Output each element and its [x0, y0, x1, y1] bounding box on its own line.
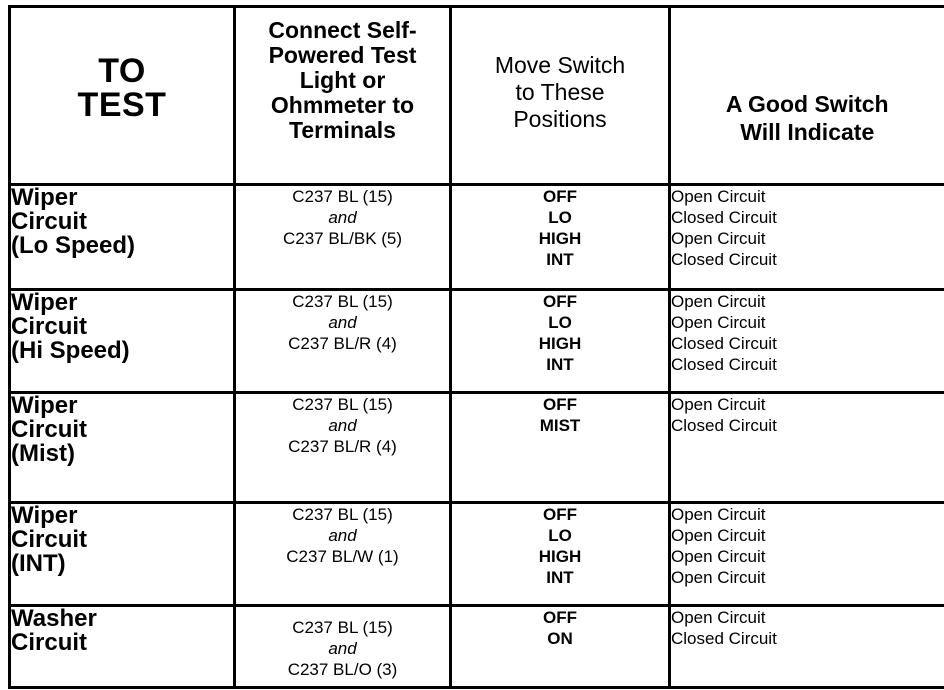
- results-cell: [670, 606, 944, 688]
- terminals-cell: [235, 503, 451, 606]
- result-label: Open Circuit: [671, 229, 766, 248]
- position-label: LO: [548, 208, 572, 227]
- terminal-label: C237 BL (15): [292, 292, 393, 311]
- header-to-test-line: TEST: [77, 86, 167, 124]
- position-label: HIGH: [538, 547, 582, 566]
- test-name-line: Wiper: [11, 289, 78, 316]
- test-name-cell: [10, 503, 235, 606]
- terminal-label: C237 BL (15): [292, 505, 393, 524]
- and-label: and: [328, 313, 357, 332]
- result-label: Open Circuit: [671, 608, 766, 627]
- test-name-line: Circuit: [11, 629, 88, 656]
- results-cell: [670, 290, 944, 393]
- result-label: Open Circuit: [671, 568, 766, 587]
- position-label: OFF: [543, 187, 577, 206]
- terminal-label: C237 BL/BK (5): [282, 229, 403, 248]
- terminal-label: C237 BL/W (1): [286, 547, 399, 566]
- position-label: INT: [546, 250, 574, 269]
- result-label: Open Circuit: [671, 526, 766, 545]
- result-label: Open Circuit: [671, 292, 766, 311]
- table-row: [10, 503, 944, 606]
- position-label: LO: [548, 313, 572, 332]
- test-name-line: (Lo Speed): [11, 232, 135, 259]
- test-name-line: (Mist): [11, 440, 75, 467]
- header-good-line: A Good Switch: [725, 91, 889, 117]
- position-label: OFF: [543, 608, 577, 627]
- terminal-label: C237 BL (15): [292, 187, 393, 206]
- positions-cell: [451, 503, 670, 606]
- header-good-switch: [670, 7, 944, 185]
- header-to-test-line: TO: [98, 52, 146, 90]
- test-name-line: Wiper: [11, 392, 78, 419]
- header-connect-line: Powered Test: [268, 42, 417, 68]
- test-name-line: Washer: [11, 605, 97, 632]
- terminal-label: C237 BL/O (3): [287, 660, 398, 679]
- result-label: Closed Circuit: [671, 250, 777, 269]
- position-label: HIGH: [538, 229, 582, 248]
- header-to-test: [10, 7, 235, 185]
- result-label: Open Circuit: [671, 313, 766, 332]
- header-move-line: Move Switch: [494, 52, 626, 78]
- position-label: OFF: [543, 505, 577, 524]
- header-connect-line: Terminals: [289, 117, 396, 143]
- result-label: Open Circuit: [671, 187, 766, 206]
- position-label: OFF: [543, 395, 577, 414]
- terminals-cell: [235, 393, 451, 503]
- test-name-line: Circuit: [11, 313, 88, 340]
- result-label: Open Circuit: [671, 547, 766, 566]
- test-name-cell: [10, 185, 235, 290]
- and-label: and: [328, 526, 357, 545]
- result-label: Closed Circuit: [671, 208, 777, 227]
- header-row: [10, 7, 944, 185]
- terminal-label: C237 BL (15): [292, 618, 393, 637]
- positions-cell: [451, 393, 670, 503]
- result-label: Open Circuit: [671, 395, 766, 414]
- position-label: INT: [546, 568, 574, 587]
- result-label: Closed Circuit: [671, 334, 777, 353]
- and-label: and: [328, 208, 357, 227]
- table-row: [10, 185, 944, 290]
- terminals-cell: [235, 185, 451, 290]
- header-move-line: Positions: [513, 106, 607, 132]
- terminal-label: C237 BL/R (4): [288, 437, 397, 456]
- test-name-line: Circuit: [11, 208, 88, 235]
- position-label: OFF: [543, 292, 577, 311]
- header-good-line: Will Indicate: [740, 119, 875, 145]
- positions-cell: [451, 606, 670, 688]
- result-label: Closed Circuit: [671, 355, 777, 374]
- result-label: Closed Circuit: [671, 629, 777, 648]
- test-table: [8, 5, 944, 689]
- header-connect: [235, 7, 451, 185]
- positions-cell: [451, 290, 670, 393]
- test-name-line: Wiper: [11, 184, 78, 211]
- header-connect-line: Connect Self-: [268, 17, 417, 43]
- results-cell: [670, 185, 944, 290]
- test-name-cell: [10, 606, 235, 688]
- position-label: ON: [547, 629, 573, 648]
- table-row: [10, 393, 944, 503]
- position-label: MIST: [539, 416, 581, 435]
- results-cell: [670, 503, 944, 606]
- terminal-label: C237 BL (15): [292, 395, 393, 414]
- header-connect-line: Ohmmeter to: [270, 92, 415, 118]
- test-name-line: (Hi Speed): [11, 337, 130, 364]
- test-name-line: Circuit: [11, 416, 88, 443]
- position-label: HIGH: [538, 334, 582, 353]
- header-move-switch: [451, 7, 670, 185]
- test-name-line: Wiper: [11, 502, 78, 529]
- position-label: LO: [548, 526, 572, 545]
- test-name-line: (INT): [11, 550, 66, 577]
- and-label: and: [328, 416, 357, 435]
- results-cell: [670, 393, 944, 503]
- result-label: Open Circuit: [671, 505, 766, 524]
- terminal-label: C237 BL/R (4): [288, 334, 397, 353]
- header-move-line: to These: [515, 79, 605, 105]
- terminals-cell: [235, 290, 451, 393]
- test-name-cell: [10, 393, 235, 503]
- position-label: INT: [546, 355, 574, 374]
- table-row: [10, 290, 944, 393]
- positions-cell: [451, 185, 670, 290]
- test-name-line: Circuit: [11, 526, 88, 553]
- terminals-cell: [235, 606, 451, 688]
- header-connect-line: Light or: [299, 67, 386, 93]
- result-label: Closed Circuit: [671, 416, 777, 435]
- table-row: [10, 606, 944, 688]
- test-name-cell: [10, 290, 235, 393]
- and-label: and: [328, 639, 357, 658]
